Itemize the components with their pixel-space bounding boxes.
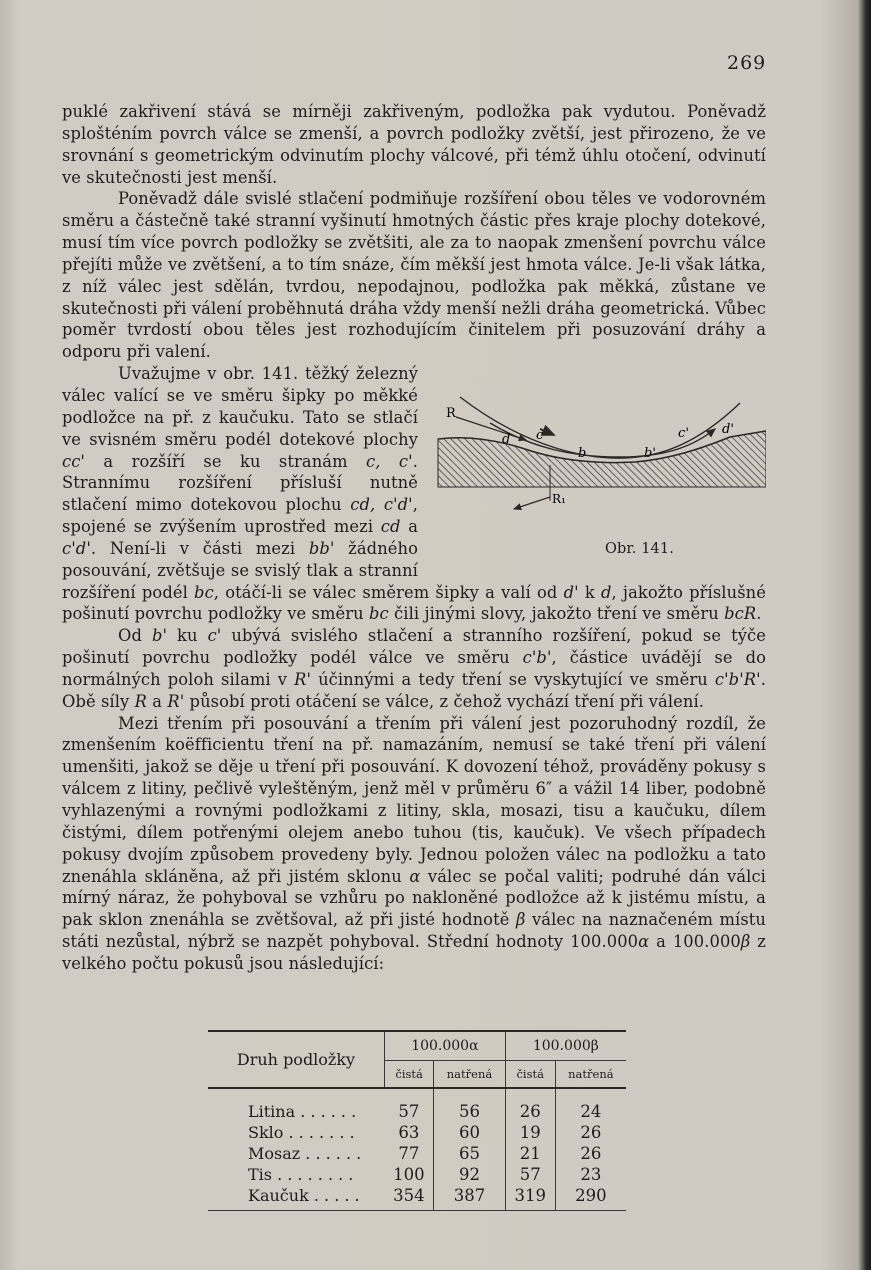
label-R1: R₁ bbox=[552, 492, 567, 507]
label-d: d bbox=[502, 432, 511, 448]
paragraph-4: Od b' ku c' ubývá svislého stlačení a stranního rozšíření, pokud se týče pošinutí povrchu podložky podél válce ve směru c'b', částice uvádějí se do normálných poloh silami v R' účinnými a tedy tření se vyskytující ve směru c'b'R'. Obě síly R a R' působí proti otáčení se válce, z čehož vychází tření při válení. bbox=[62, 626, 767, 711]
col-group-beta: 100.000β bbox=[505, 1031, 626, 1061]
sub-header-beta-clean: čistá bbox=[505, 1061, 555, 1089]
paragraph-1: puklé zakřivení stává se mírněji zakřiveným, podložka pak vydutou. Poněvadž splošténím povrch válce se zmenší, a povrch podložky zvětší, jest přirozeno, že ve srovnání s geometrickým odvinutím plochy válcové, při témž úhlu otočení, odvinutí ve skutečnosti jest menší. bbox=[62, 102, 766, 187]
label-b-prime: b' bbox=[644, 446, 657, 462]
label-c: c bbox=[536, 428, 544, 444]
paragraph-5: Mezi třením při posouvání a třením při válení jest pozoruhodný rozdíl, že zmenšením koëfficientu tření na př. namazáním, nemusí se také tření při válení umenšiti, jakož se děje u tření při posouvání. K dovození téhož, prováděny pokusy s válcem z litiny, pečlivě vyleštěným, jenž měl v průměru 6″ a vážil 14 liber, podobně vyhlazenými a rovnými podložkami z litiny, skla, mosazi, tisu a kaučuku, dílem čistými, dílem potřenými olejem anebo tuhou (tis, kaučuk). Ve všech případech pokusy dvojím způsobem provedeny byly. Jednou položen válec na podložku a tato znenáhla skláněna, až při jistém sklonu α válec se počal valiti; podruhé dán válci mírný náraz, že pohyboval se vzhůru po nakloněné podložce až k jistému místu, a pak sklon znenáhla se zvětšoval, až při jisté hodnotě β válec na naznačeném místu státi nezůstal, nýbrž se nazpět pohyboval. Střední hodnoty 100.000α a 100.000β z velkého počtu pokusů jsou následující: bbox=[62, 713, 767, 973]
sub-header-alpha-clean: čistá bbox=[385, 1061, 434, 1089]
label-c-prime: c' bbox=[678, 426, 690, 442]
label-d-prime: d' bbox=[722, 422, 735, 438]
paragraph-3: R d c b b' c' d' R₁ Obr. 141. Uvažujme v obr. 141. těžký železný válec valící se ve směru šipky po měkké podložce na př. z kaučuku. Tato se stlačí ve svisném směru podél dotekové plochy cc' a rozšíří se ku stranám c, c'. Strannímu rozšíření přísluší nutně stlačení mimo dotekovou plochu cd, c'd', spojené se zvýšením uprostřed mezi cd a c'd'. Není-li v části mezi bb' žádného posouvání, zvětšuje se svislý tlak a stranní rozšíření podél bc, otáčí-li se válec směrem šipky a valí od d' k d, jakožto příslušné pošinutí povrchu podložky ve směru bc čili jinými slovy, jakožto tření ve směru bcR. bbox=[62, 364, 766, 624]
force-R-line bbox=[456, 417, 526, 440]
sub-header-alpha-coated: natřená bbox=[434, 1061, 505, 1089]
label-R: R bbox=[446, 406, 456, 422]
page-number: 269 bbox=[727, 52, 767, 74]
body-text bbox=[62, 101, 766, 975]
col-header-substrate: Druh podložky bbox=[208, 1031, 385, 1088]
sub-header-beta-coated: natřená bbox=[555, 1061, 626, 1089]
table-row: Mosaz . . . . . . 77 65 21 26 bbox=[248, 1144, 602, 1163]
col-group-alpha: 100.000α bbox=[385, 1031, 506, 1061]
table-row: Litina . . . . . . 57 56 26 24 bbox=[208, 1088, 626, 1122]
label-b: b bbox=[578, 446, 587, 462]
force-R1-line bbox=[514, 497, 550, 509]
results-table bbox=[208, 1030, 626, 1211]
table-row: Kaučuk . . . . . 354 387 319 290 bbox=[208, 1185, 626, 1211]
table-row: Tis . . . . . . . . 100 92 57 23 bbox=[248, 1165, 602, 1184]
table-row: Sklo . . . . . . . 63 60 19 26 bbox=[248, 1123, 602, 1142]
figure-caption: Obr. 141. bbox=[605, 541, 674, 558]
figure-141 bbox=[430, 369, 766, 561]
figure-141-drawing bbox=[430, 369, 766, 561]
paragraph-2: Poněvadž dále svislé stlačení podmiňuje rozšíření obou těles ve vodorovném směru a částečně také stranní vyšinutí hmotných částic přes kraje plochy dotekové, musí tím více povrch podložky se zvětšiti, ale za to naopak zmenšení povrchu válce přejíti může ve zvětšení, a to tím snáze, čím měkší jest hmota válce. Je-li však látka, z níž válec jest sdělán, tvrdou, nepodajnou, podložka pak měkká, zůstane ve skutečnosti při válení proběhnutá dráha vždy menší nežli dráha geometrická. Vůbec poměr tvrdostí obou těles jest rozhodujícím činitelem při posuzování dráhy a odporu při valení. bbox=[62, 189, 766, 362]
